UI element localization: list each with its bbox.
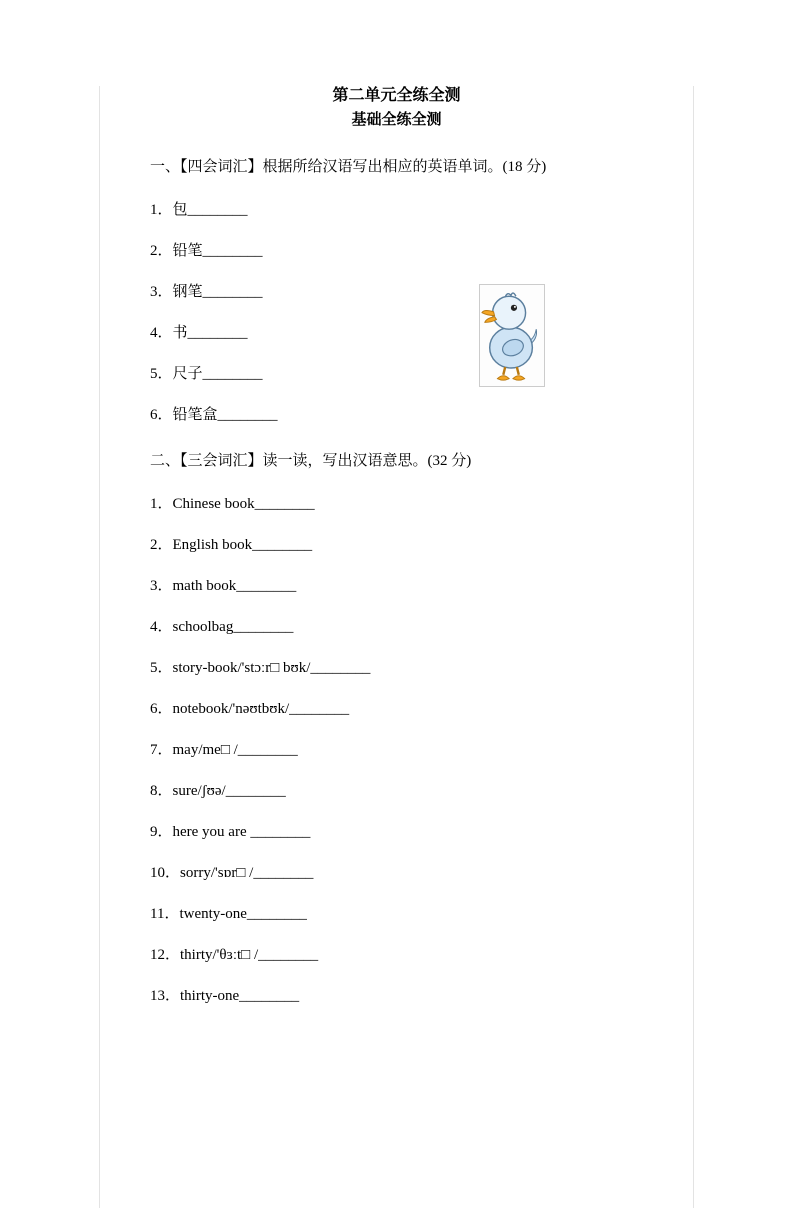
section1-heading: 一、【四会词汇】根据所给汉语写出相应的英语单词。(18 分) bbox=[150, 159, 547, 175]
s2-question-9: 9．here you are ________ bbox=[150, 824, 311, 840]
s1-question-3: 3．钢笔________ bbox=[150, 284, 263, 300]
s2-question-2: 2．English book________ bbox=[150, 537, 313, 553]
page-right-guide-line bbox=[693, 86, 694, 1208]
duck-clipart-image bbox=[479, 284, 545, 387]
s2-question-12: 12．thirty/'θɜːt□ /________ bbox=[150, 947, 319, 963]
s2-question-3: 3．math book________ bbox=[150, 578, 297, 594]
s2-question-7: 7．may/me□ /________ bbox=[150, 742, 298, 758]
s2-question-6: 6．notebook/'nəʊtbʊk/________ bbox=[150, 701, 350, 717]
page-subtitle: 基础全练全测 bbox=[351, 112, 442, 128]
s2-question-1: 1．Chinese book________ bbox=[150, 496, 315, 512]
section2-heading: 二、【三会词汇】读一读，写出汉语意思。(32 分) bbox=[150, 453, 472, 469]
s2-question-13: 13．thirty-one________ bbox=[150, 988, 300, 1004]
section1-items bbox=[0, 190, 793, 436]
duck-icon bbox=[480, 285, 544, 386]
s2-question-5: 5．story-book/'stɔːr□ bʊk/________ bbox=[150, 660, 371, 676]
s1-question-2: 2．铅笔________ bbox=[150, 243, 263, 259]
s1-question-6: 6．铅笔盒________ bbox=[150, 407, 278, 423]
s1-question-4: 4．书________ bbox=[150, 325, 248, 341]
s2-question-4: 4．schoolbag________ bbox=[150, 619, 294, 635]
page-title: 第二单元全练全测 bbox=[332, 87, 461, 104]
page-left-guide-line bbox=[99, 86, 100, 1208]
s2-question-11: 11．twenty-one________ bbox=[150, 906, 307, 922]
s2-question-8: 8．sure/ʃʊə/________ bbox=[150, 783, 286, 799]
s2-question-10: 10．sorry/'sɒr□ /________ bbox=[150, 865, 314, 881]
s1-question-1: 1．包________ bbox=[150, 202, 248, 218]
s1-question-5: 5．尺子________ bbox=[150, 366, 263, 382]
section2-items bbox=[0, 484, 793, 1017]
